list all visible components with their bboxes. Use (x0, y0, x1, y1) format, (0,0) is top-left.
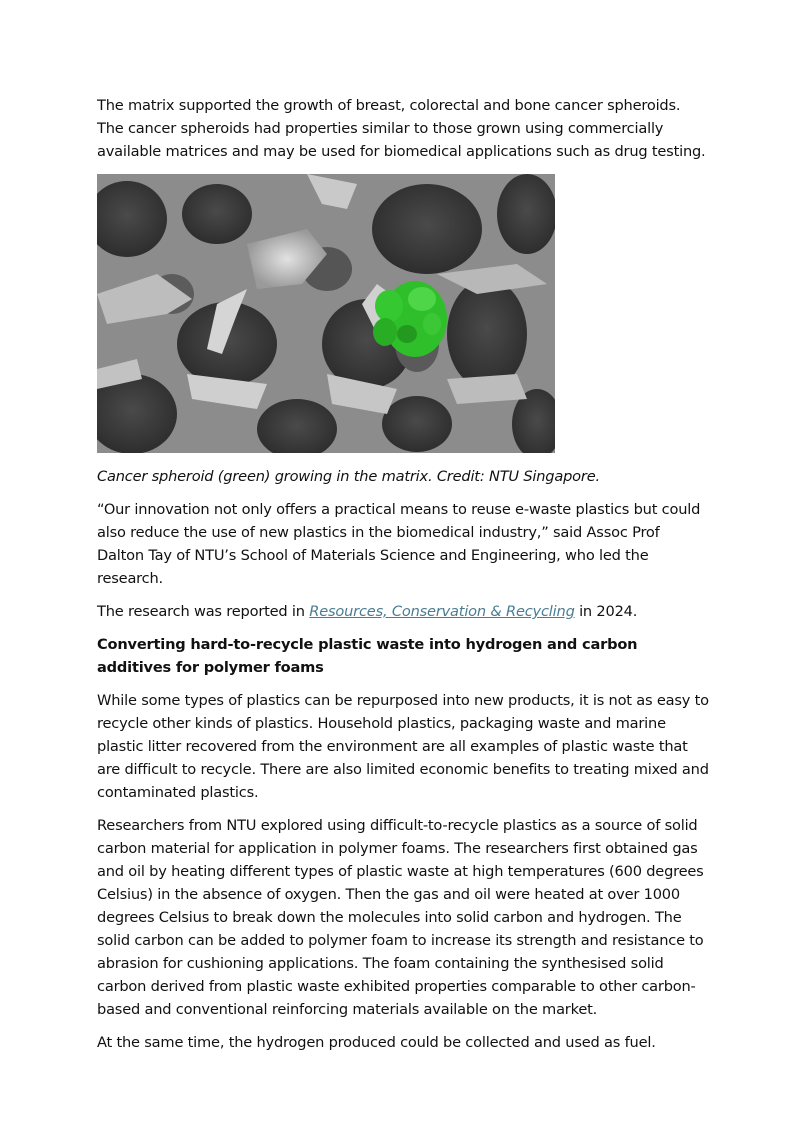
journal-link[interactable]: Resources, Conservation & Recycling (309, 603, 575, 620)
section-heading: Converting hard-to-recycle plastic waste into hydrogen and carbon additives for polymer foams (97, 636, 638, 676)
spheroid-green-cell (373, 281, 447, 357)
reported-suffix: in 2024. (574, 603, 638, 620)
reported-prefix: The research was reported in (97, 603, 310, 620)
paragraph-reported (97, 600, 709, 623)
paragraph-plastics: While some types of plastics can be repurposed into new products, it is not as easy to recycle other kinds of plastics. Household plastics, packaging waste and marine plastic litter recovered from the environment are all examples of plastic waste that are difficult to recycle. There are also limited economic benefits to treating mixed and contaminated plastics. (97, 692, 709, 801)
article-body (97, 94, 709, 1054)
paragraph-researchers: Researchers from NTU explored using difficult-to-recycle plastics as a source of solid carbon material for application in polymer foams. The researchers first obtained gas and oil by heating different types of plastic waste at high temperatures (600 degrees Celsius) in the absence of oxygen. Then the gas and oil were heated at over 1000 degrees Celsius to break down the molecules into solid carbon and hydrogen. The solid carbon can be added to polymer foam to increase its strength and resistance to abrasion for cushioning applications. The foam containing the synthesised solid carbon derived from plastic waste exhibited properties comparable to other carbon-based and conventional reinforcing materials available on the market. (97, 817, 704, 1018)
paragraph-hydrogen: At the same time, the hydrogen produced could be collected and used as fuel. (97, 1034, 656, 1051)
spheroid-micrograph (97, 174, 555, 453)
paragraph-quote: “Our innovation not only offers a practical means to reuse e-waste plastics but could also reduce the use of new plastics in the biomedical industry,” said Assoc Prof Dalton Tay of NTU’s School of Materials Science and Engineering, who led the research. (97, 501, 701, 587)
figure-caption: Cancer spheroid (green) growing in the matrix. Credit: NTU Singapore. (97, 468, 600, 485)
paragraph-matrix: The matrix supported the growth of breast, colorectal and bone cancer spheroids. The cancer spheroids had properties similar to those grown using commercially available matrices and may be used for biomedical applications such as drug testing. (97, 97, 706, 160)
